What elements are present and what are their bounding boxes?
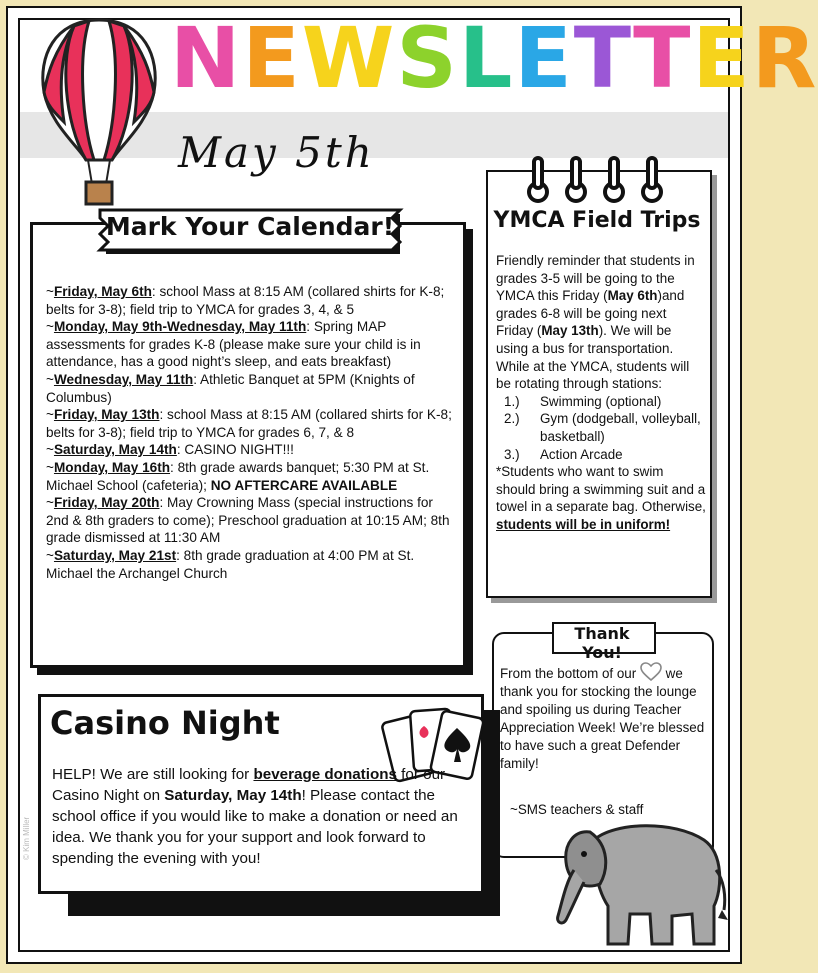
calendar-item (46, 406, 454, 441)
calendar-item-text: : CASINO NIGHT!!! (176, 442, 294, 458)
calendar-item-date: Saturday, May 14th (53, 442, 177, 458)
title-letter: R (751, 9, 818, 107)
calendar-item (46, 283, 454, 318)
calendar-item (46, 371, 454, 406)
calendar-item-prefix: ~ (46, 459, 54, 475)
calendar-item-prefix: ~ (46, 547, 54, 563)
calendar-item-text: : school Mass at 8:15 AM (collared shirts for K-8; belts for 3-8); field trip to YMCA for grades 6, 7, & 8 (46, 407, 452, 440)
calendar-item-prefix: ~ (46, 442, 54, 458)
calendar-item-date: Friday, May 13th (53, 407, 160, 423)
calendar-list (46, 283, 454, 582)
calendar-item-text: : Spring MAP assessments for grades K-8 (please make sure your child is in attendance, has a good night’s sleep, and eats breakfast) (46, 319, 421, 370)
calendar-item-date: Monday, May 9th-Wednesday, May 11th (53, 319, 307, 335)
station-item (496, 393, 706, 411)
title-letter: E (242, 9, 302, 107)
station-item (496, 446, 706, 464)
calendar-heading: Mark Your Calendar! (105, 212, 395, 241)
title-letter: S (396, 9, 459, 107)
ymca-heading: YMCA Field Trips (493, 208, 701, 233)
hot-air-balloon-icon (34, 12, 164, 212)
calendar-item-text: : May Crowning Mass (special instructions for 2nd & 8th graders to come); Preschool graduation at 10:15 AM; 8th grade dismissed at 11:30 AM (46, 495, 450, 546)
title-letter: T (633, 9, 693, 107)
watermark: © Kim Miller (22, 816, 31, 860)
heart-icon (640, 662, 662, 682)
thank-you-text: From the bottom of our we thank you for stocking the lounge and spoiling us during Teacher Appreciation Week! We’re blessed to have such a great Defender family! (500, 662, 706, 773)
calendar-item-date: Monday, May 16th (53, 459, 171, 475)
calendar-item-bold: NO AFTERCARE AVAILABLE (210, 477, 398, 493)
calendar-item-text: : Athletic Banquet at 5PM (Knights of Columbus) (46, 371, 415, 405)
ymca-note: *Students who want to swim should bring a swimming suit and a towel in a separate bag. Otherwise, students will be in uniform! (496, 464, 706, 532)
calendar-item (46, 494, 454, 547)
calendar-item-text: : 8th grade graduation at 4:00 PM at St. Michael the Archangel Church (46, 547, 415, 581)
calendar-item-prefix: ~ (46, 319, 54, 335)
station-number: 3.) (504, 446, 520, 462)
title-letter: N (170, 9, 243, 107)
calendar-item-text: : 8th grade awards banquet; 5:30 PM at St. Michael School (cafeteria); (46, 459, 430, 493)
newsletter-title (170, 8, 818, 108)
calendar-item-date: Friday, May 6th (53, 284, 152, 299)
calendar-item-prefix: ~ (46, 407, 54, 423)
station-item (496, 410, 706, 445)
newsletter-date: May 5th (178, 128, 375, 177)
calendar-item (46, 459, 454, 494)
calendar-item-date: Wednesday, May 11th (53, 371, 194, 387)
station-name: Action Arcade (540, 446, 623, 462)
title-letter: L (458, 9, 515, 107)
calendar-item-date: Saturday, May 21st (53, 547, 177, 563)
station-name: Swimming (optional) (540, 393, 662, 409)
thank-you-heading: Thank You! (574, 624, 630, 662)
title-letter: T (573, 9, 634, 107)
ymca-intro: Friendly reminder that students in grades 3-5 will be going to the YMCA this Friday (May 6th)and grades 6-8 will be going next Friday (May 13th). We will be using a bus for transportation. While at the YMCA, students will be rotating through stations: (496, 253, 695, 392)
calendar-item-text: : school Mass at 8:15 AM (collared shirts for K-8; belts for 3-8); field trip to YMCA for grades 3, 4, & 5 (46, 284, 445, 317)
elephant-icon (554, 810, 734, 950)
calendar-item (46, 547, 454, 582)
calendar-item-prefix: ~ (46, 284, 54, 299)
thank-you-signature: ~SMS teachers & staff (510, 802, 644, 817)
title-letter: E (692, 9, 752, 107)
title-letter: W (301, 9, 397, 107)
calendar-item-prefix: ~ (46, 371, 54, 387)
binder-rings-icon (520, 156, 670, 206)
casino-text: HELP! We are still looking for beverage donations for our Casino Night on Saturday, May 14th! Please contact the school office if you would like to make a donation or need an idea. We thank you for your support and look forward to spending the evening with you! (52, 766, 458, 867)
station-number: 1.) (504, 393, 520, 409)
title-letter: E (514, 9, 574, 107)
casino-heading: Casino Night (50, 704, 280, 742)
calendar-item-date: Friday, May 20th (53, 495, 160, 511)
station-number: 2.) (504, 411, 520, 427)
calendar-item-prefix: ~ (46, 495, 54, 511)
calendar-item (46, 441, 454, 459)
calendar-item (46, 318, 454, 371)
station-list (496, 393, 706, 463)
station-name: Gym (dodgeball, volleyball, basketball) (540, 411, 701, 444)
ymca-body (496, 252, 706, 534)
